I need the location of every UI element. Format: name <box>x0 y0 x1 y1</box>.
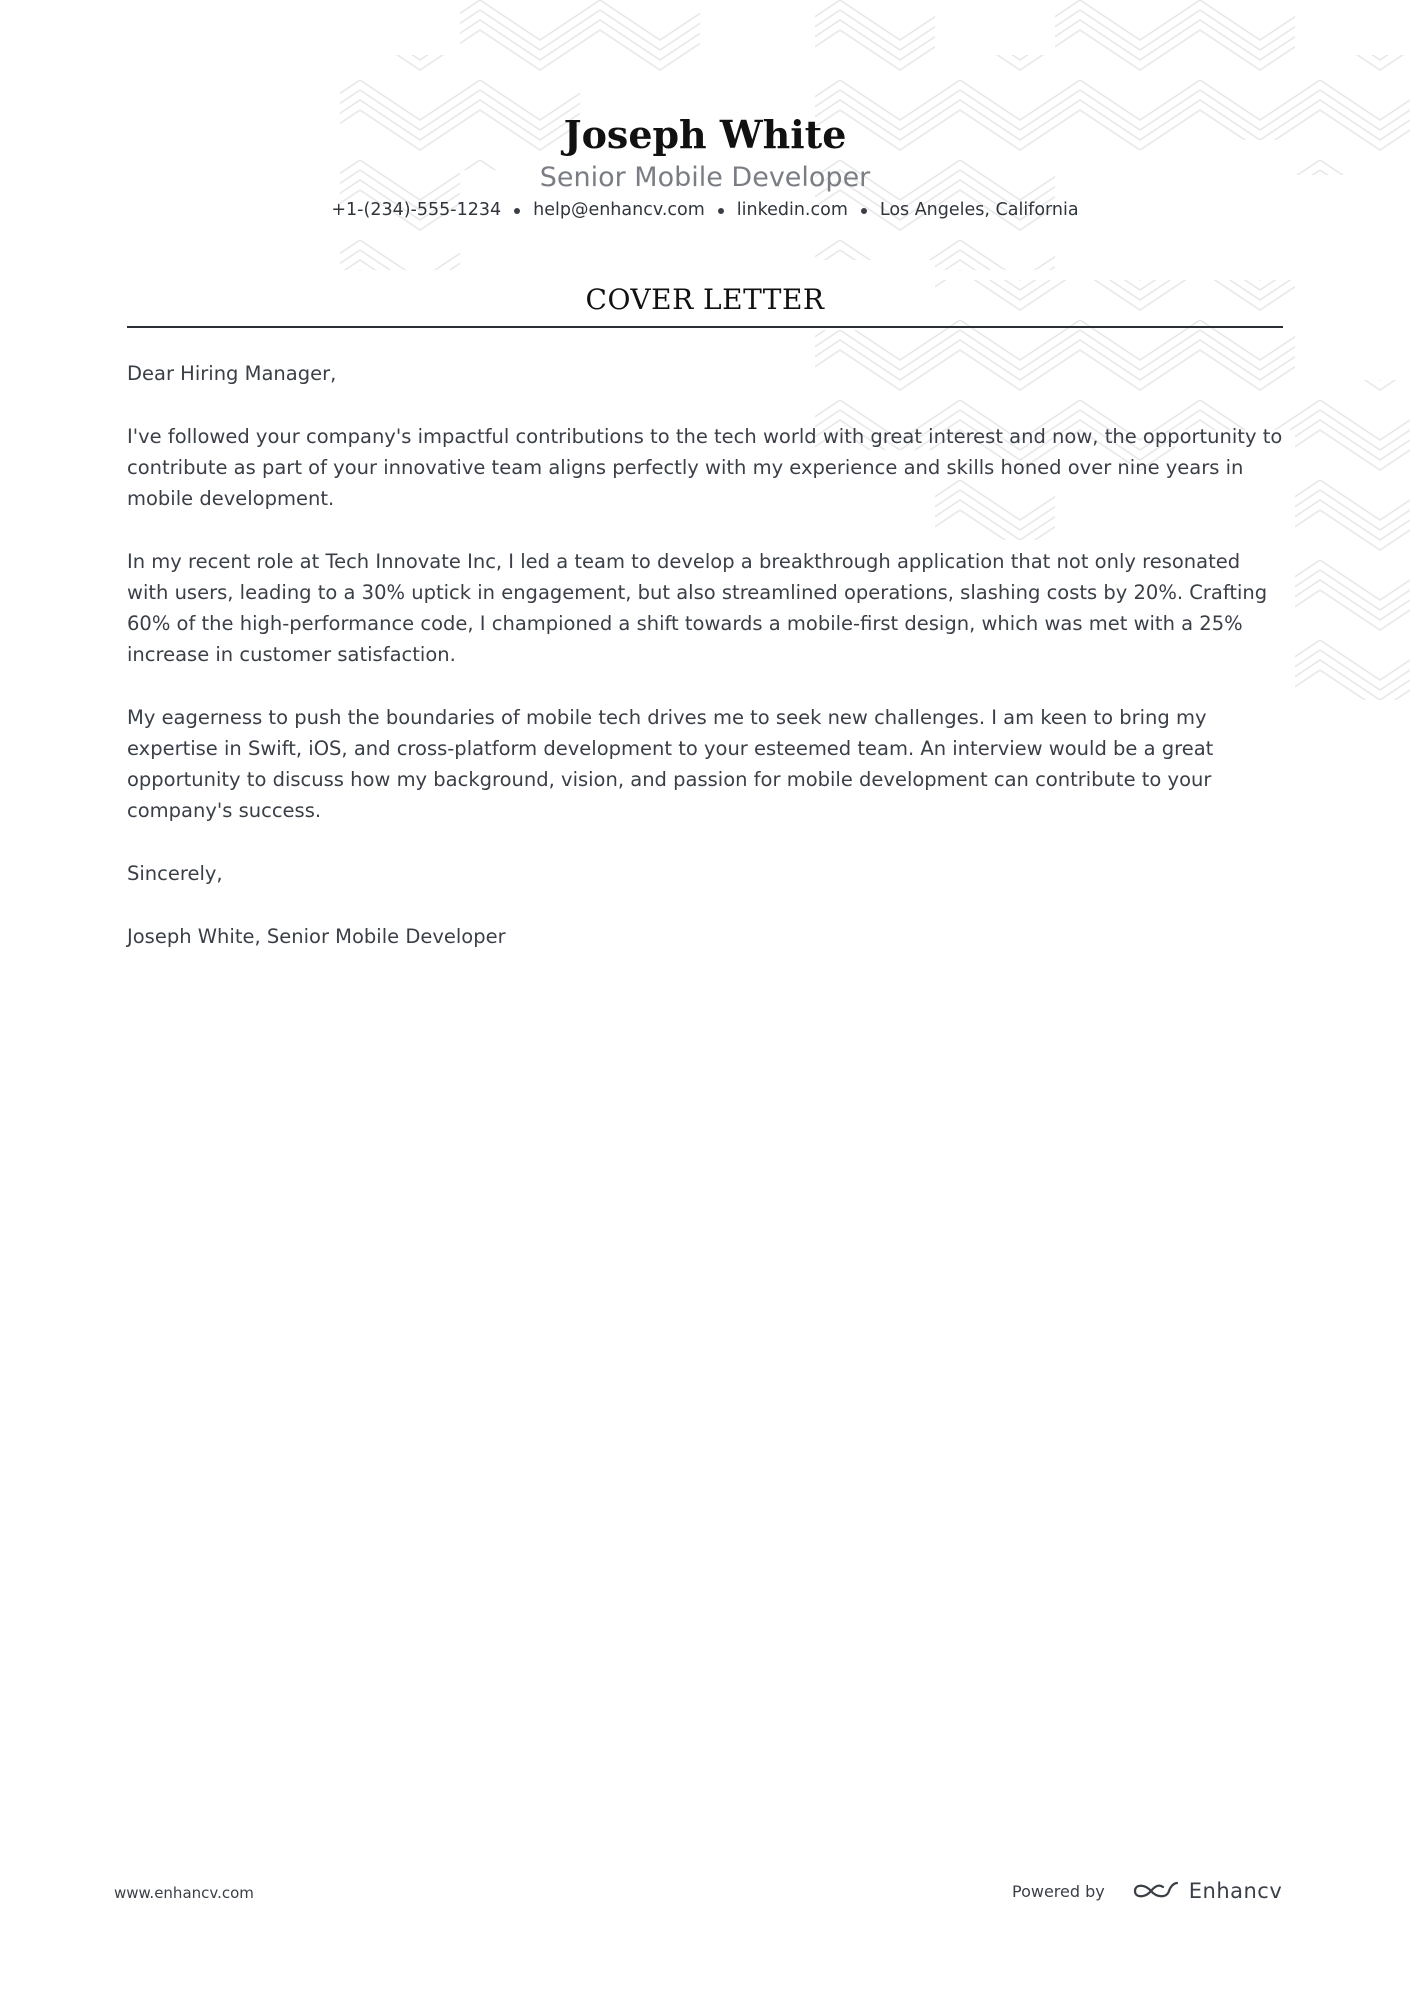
letter-paragraph: In my recent role at Tech Innovate Inc, I led a team to develop a breakthrough application that not only resonated with users, leading to a 30% uptick in engagement, but also streamlined operations, slashing costs by 20%. Crafting 60% of the high-performance code, I championed a shift towards a mobile-first design, which was met with a 25% increase in customer satisfaction. <box>127 550 1268 666</box>
section-title: COVER LETTER <box>585 283 825 316</box>
enhancv-brand-name: Enhancv <box>1188 1879 1283 1903</box>
letter-signature: Joseph White, Senior Mobile Developer <box>127 925 506 948</box>
section-divider <box>127 326 1283 328</box>
candidate-role: Senior Mobile Developer <box>539 162 871 193</box>
location: Los Angeles, California <box>879 200 1079 220</box>
cover-letter-page <box>127 0 1283 984</box>
letter-paragraph: I've followed your company's impactful contributions to the tech world with great interest and now, the opportunity to contribute as part of your innovative team aligns perfectly with my experience and skills honed over nine years in mobile development. <box>127 425 1283 510</box>
bullet-separator-icon <box>858 198 870 222</box>
candidate-name: Joseph White <box>563 112 847 157</box>
footer-branding <box>1012 1871 1282 1911</box>
letter-greeting: Dear Hiring Manager, <box>127 362 337 385</box>
email-address: help@enhancv.com <box>533 200 705 220</box>
bullet-separator-icon <box>511 198 523 222</box>
footer-website: www.enhancv.com <box>114 1884 254 1902</box>
letter-paragraph: My eagerness to push the boundaries of mobile tech drives me to seek new challenges. I am keen to bring my expertise in Swift, iOS, and cross-platform development to your esteemed team. An interview would be a great opportunity to discuss how my background, vision, and passion for mobile development can contribute to your company's success. <box>127 706 1214 822</box>
powered-by-label: Powered by <box>1012 1881 1105 1901</box>
enhancv-logo-icon <box>1131 1879 1179 1903</box>
letter-body <box>127 358 1283 952</box>
bullet-separator-icon <box>715 198 727 222</box>
phone-number: +1-(234)-555-1234 <box>331 200 502 220</box>
resume-header <box>127 0 1283 222</box>
contact-line <box>127 198 1283 222</box>
letter-closing: Sincerely, <box>127 862 223 885</box>
linkedin-link: linkedin.com <box>736 200 848 220</box>
